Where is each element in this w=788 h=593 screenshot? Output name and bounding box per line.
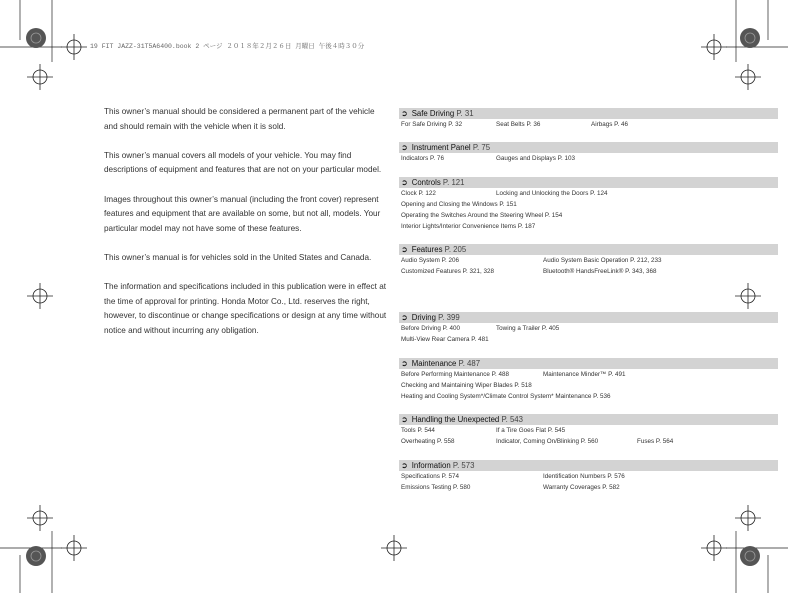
toc-link[interactable]: Audio System Basic Operation P. 212, 233	[543, 257, 662, 264]
toc-link[interactable]: Audio System P. 206	[401, 257, 459, 264]
toc-section-header[interactable]	[399, 414, 778, 425]
toc-section-information	[399, 460, 778, 493]
arrow-icon: ➲	[401, 143, 408, 152]
section-page: P. 573	[452, 461, 475, 470]
toc-link[interactable]: Multi-View Rear Camera P. 481	[401, 336, 489, 343]
toc-section-controls	[399, 177, 778, 232]
toc-link[interactable]: Seat Belts P. 36	[496, 121, 541, 128]
toc-link[interactable]: Clock P. 122	[401, 190, 436, 197]
arrow-icon: ➲	[401, 461, 408, 470]
section-page: P. 31	[456, 109, 474, 118]
toc-row	[399, 425, 778, 436]
toc-section-header[interactable]	[399, 460, 778, 471]
toc-link[interactable]: Operating the Switches Around the Steering Wheel P. 154	[401, 212, 563, 219]
toc-row	[399, 153, 778, 164]
toc-section-instrument-panel	[399, 142, 778, 164]
toc-link[interactable]: Towing a Trailer P. 405	[496, 325, 560, 332]
toc-link[interactable]: Maintenance Minder™ P. 491	[543, 371, 626, 378]
toc-section-header[interactable]	[399, 142, 778, 153]
section-page: P. 75	[472, 143, 491, 152]
toc-link[interactable]: Gauges and Displays P. 103	[496, 155, 575, 162]
toc-link[interactable]: Before Performing Maintenance P. 488	[401, 371, 510, 378]
intro-paragraph: The information and specifications included in this publication were in effect at the time of approval for printing. Honda Motor Co., Ltd. reserves the right, however, to discontinue or change specifications or design at any time without notice and without incurring any obligation.	[104, 282, 387, 335]
print-header-info: 19 FIT JAZZ-31T5A6400.book 2 ページ ２０１８年２月２６日 月曜日 午後４時３０分	[90, 43, 365, 50]
arrow-icon: ➲	[401, 313, 408, 322]
intro-text	[104, 105, 390, 353]
section-title: Information	[411, 461, 451, 470]
toc-section-maintenance	[399, 358, 778, 402]
toc-link[interactable]: Bluetooth® HandsFreeLink® P. 343, 368	[543, 268, 657, 275]
toc-link[interactable]: Emissions Testing P. 580	[401, 484, 471, 491]
toc-section-header[interactable]	[399, 108, 778, 119]
section-title: Features	[411, 245, 443, 254]
toc-link[interactable]: Checking and Maintaining Wiper Blades P. 518	[401, 382, 532, 389]
toc-link[interactable]: Before Driving P. 400	[401, 325, 461, 332]
toc-link[interactable]: Indicator, Coming On/Blinking P. 560	[496, 438, 599, 445]
section-title: Instrument Panel	[411, 143, 471, 152]
toc-link[interactable]: Indicators P. 76	[401, 155, 444, 162]
toc-link[interactable]: Interior Lights/Interior Convenience Items P. 187	[401, 223, 536, 230]
section-page: P. 121	[442, 178, 465, 187]
section-page: P. 399	[438, 313, 460, 322]
toc-section-features	[399, 244, 778, 277]
toc-row	[399, 334, 778, 345]
section-page: P. 205	[444, 245, 467, 254]
toc-section-header[interactable]	[399, 177, 778, 188]
toc-row	[399, 188, 778, 199]
section-page: P. 543	[501, 415, 523, 424]
toc-row	[399, 221, 778, 232]
toc-section-handling-the-unexpected	[399, 414, 778, 447]
intro-paragraph: Images throughout this owner’s manual (including the front cover) represent features and equipment that are available on some, but not all, models. Your particular model may not have some of these features.	[104, 194, 381, 233]
arrow-icon: ➲	[401, 359, 408, 368]
toc-link[interactable]: Warranty Coverages P. 582	[543, 484, 620, 491]
intro-paragraph: This owner’s manual is for vehicles sold in the United States and Canada.	[104, 252, 372, 262]
toc-row	[399, 369, 778, 380]
toc-link[interactable]: For Safe Driving P. 32	[401, 121, 463, 128]
section-title: Safe Driving	[411, 109, 455, 118]
toc-link[interactable]: Overheating P. 558	[401, 438, 455, 445]
arrow-icon: ➲	[401, 178, 408, 187]
toc-link[interactable]: Specifications P. 574	[401, 473, 459, 480]
toc-link[interactable]: Airbags P. 46	[591, 121, 628, 128]
intro-paragraph: This owner’s manual covers all models of your vehicle. You may find descriptions of equipment and features that are not on your particular model.	[104, 150, 382, 175]
arrow-icon: ➲	[401, 245, 408, 254]
toc-row	[399, 391, 778, 402]
toc-link[interactable]: Heating and Cooling System*/Climate Control System* Maintenance P. 536	[401, 393, 611, 400]
arrow-icon: ➲	[401, 109, 408, 118]
toc-row	[399, 380, 778, 391]
toc-link[interactable]: Customized Features P. 321, 328	[401, 268, 494, 275]
toc-link[interactable]: Locking and Unlocking the Doors P. 124	[496, 190, 608, 197]
toc-row	[399, 255, 778, 266]
arrow-icon: ➲	[401, 415, 408, 424]
toc-section-safe-driving	[399, 108, 778, 130]
toc-row	[399, 266, 778, 277]
toc-link[interactable]: If a Tire Goes Flat P. 545	[496, 427, 566, 434]
toc-row	[399, 436, 778, 447]
toc-section-header[interactable]	[399, 312, 778, 323]
toc-row	[399, 471, 778, 482]
section-page: P. 487	[458, 359, 481, 368]
intro-paragraph: This owner’s manual should be considered a permanent part of the vehicle and should remain with the vehicle when it is sold.	[104, 107, 375, 131]
section-title: Controls	[411, 178, 441, 187]
toc-row	[399, 119, 778, 130]
section-title: Handling the Unexpected	[411, 415, 500, 424]
toc-section-driving	[399, 312, 778, 345]
section-title: Driving	[411, 313, 436, 322]
section-title: Maintenance	[411, 359, 457, 368]
toc-section-header[interactable]	[399, 244, 778, 255]
toc-link[interactable]: Identification Numbers P. 576	[543, 473, 625, 480]
toc-row	[399, 210, 778, 221]
toc-row	[399, 323, 778, 334]
toc-section-header[interactable]	[399, 358, 778, 369]
toc-link[interactable]: Fuses P. 564	[637, 438, 674, 445]
toc-link[interactable]: Tools P. 544	[401, 427, 435, 434]
toc-link[interactable]: Opening and Closing the Windows P. 151	[401, 201, 517, 208]
toc-row	[399, 199, 778, 210]
toc-row	[399, 482, 778, 493]
